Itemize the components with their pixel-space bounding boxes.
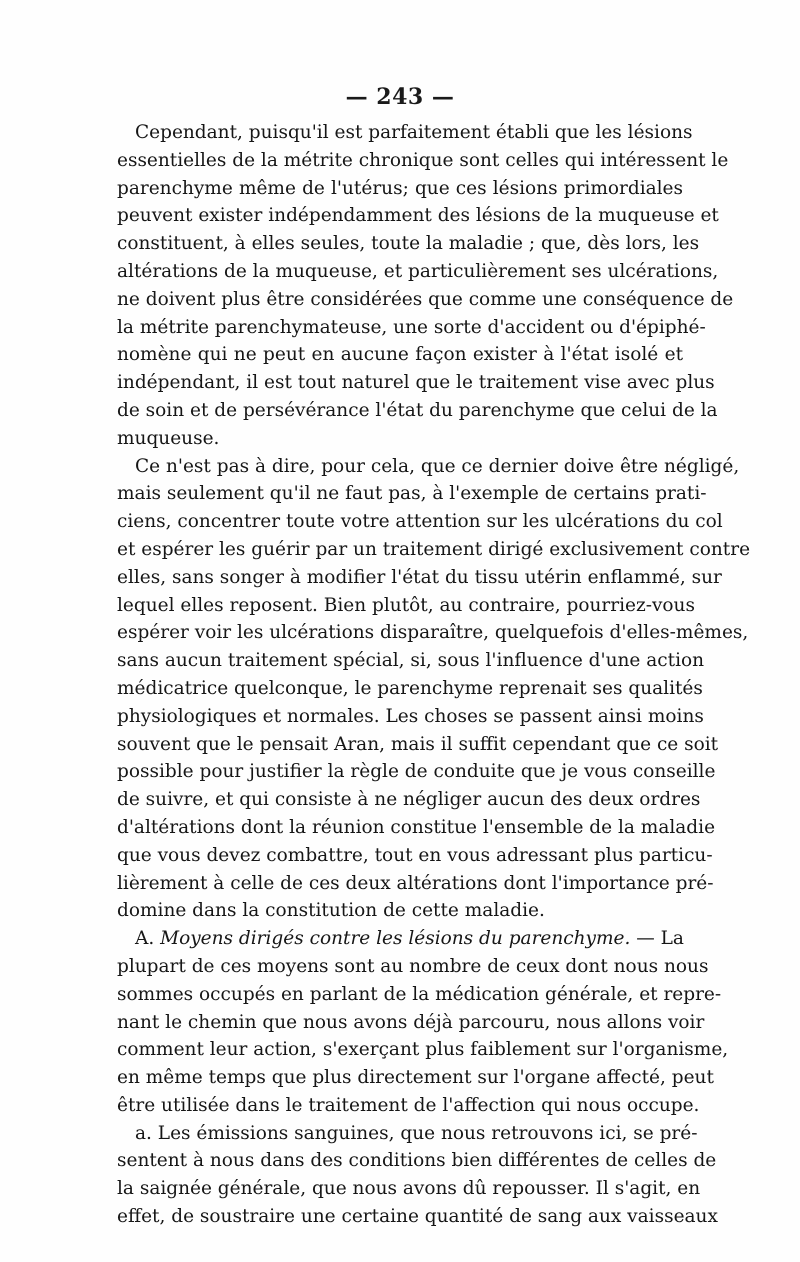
text-line: lequel elles reposent. Bien plutôt, au contraire, pourriez-vous [117, 594, 695, 616]
paragraph [117, 453, 751, 926]
text-line: être utilisée dans le traitement de l'affection qui nous occupe. [117, 1094, 700, 1116]
body-text [117, 119, 751, 1231]
section-label: A. [135, 928, 155, 950]
text-line: que vous devez combattre, tout en vous adressant plus particu- [117, 844, 713, 866]
text-line: mais seulement qu'il ne faut pas, à l'exemple de certains prati- [117, 483, 707, 505]
text-line: indépendant, il est tout naturel que le traitement vise avec plus [117, 372, 715, 394]
text-line: la métrite parenchymateuse, une sorte d'accident ou d'épiphé- [117, 316, 706, 338]
text-line: souvent que le pensait Aran, mais il suffit cependant que ce soit [117, 733, 719, 755]
paragraph [117, 119, 734, 453]
text-line: essentielles de la métrite chronique sont celles qui intéressent le [117, 149, 729, 171]
text-line: comment leur action, s'exerçant plus faiblement sur l'organisme, [117, 1039, 729, 1061]
text-line: constituent, à elles seules, toute la maladie ; que, dès lors, les [117, 233, 700, 255]
text-line: peuvent exister indépendamment des lésions de la muqueuse et [117, 205, 719, 227]
paragraph [117, 1120, 718, 1231]
text-line: Ce n'est pas à dire, pour cela, que ce dernier doive être négligé, [135, 455, 740, 477]
text-line: et espérer les guérir par un traitement dirigé exclusivement contre [117, 538, 751, 560]
text-line: sentent à nous dans des conditions bien différentes de celles de [117, 1150, 717, 1172]
text-line: Cependant, puisqu'il est parfaitement établi que les lésions [135, 122, 693, 143]
text-line: lièrement à celle de ces deux altérations dont l'importance pré- [117, 872, 714, 894]
text-line: en même temps que plus directement sur l'organe affecté, peut [117, 1067, 714, 1089]
text-line: nant le chemin que nous avons déjà parcouru, nous allons voir [117, 1011, 705, 1033]
text-line: ne doivent plus être considérées que comme une conséquence de [117, 288, 734, 310]
text-line: altérations de la muqueuse, et particulièrement ses ulcérations, [117, 260, 719, 282]
text-line: d'altérations dont la réunion constitue l'ensemble de la maladie [117, 816, 716, 838]
text-line: sommes occupés en parlant de la médication générale, et repre- [117, 983, 722, 1005]
text-line: de soin et de persévérance l'état du parenchyme que celui de la [117, 399, 718, 421]
text-line: a. Les émissions sanguines, que nous retrouvons ici, se pré- [135, 1122, 698, 1144]
text-line: possible pour justifier la règle de conduite que je vous conseille [117, 761, 716, 783]
text-line: sans aucun traitement spécial, si, sous l'influence d'une action [117, 650, 705, 672]
page-number: — 243 — [345, 84, 455, 110]
section-paragraph [117, 925, 729, 1120]
text-line: de suivre, et qui consiste à ne négliger aucun des deux ordres [117, 789, 701, 811]
text-line: la saignée générale, que nous avons dû repousser. Il s'agit, en [117, 1178, 701, 1200]
section-heading-line [117, 925, 683, 953]
text-line: médicatrice quelconque, le parenchyme reprenait ses qualités [117, 677, 703, 699]
text-line: effet, de soustraire une certaine quantité de sang aux vaisseaux [117, 1206, 718, 1228]
section-title: Moyens dirigés contre les lésions du parenchyme. [160, 928, 631, 950]
section-heading-rest: — La [636, 928, 684, 950]
text-line: ciens, concentrer toute votre attention sur les ulcérations du col [117, 511, 723, 533]
text-line: nomène qui ne peut en aucune façon exister à l'état isolé et [117, 344, 683, 366]
text-line: parenchyme même de l'utérus; que ces lésions primordiales [117, 177, 683, 199]
text-line: muqueuse. [117, 427, 220, 449]
text-line: plupart de ces moyens sont au nombre de ceux dont nous nous [117, 955, 709, 977]
text-line: elles, sans songer à modifier l'état du tissu utérin enflammé, sur [117, 566, 722, 588]
text-line: domine dans la constitution de cette maladie. [117, 900, 545, 922]
text-line: espérer voir les ulcérations disparaître, quelquefois d'elles-mêmes, [117, 622, 749, 644]
text-line: physiologiques et normales. Les choses se passent ainsi moins [117, 705, 704, 727]
